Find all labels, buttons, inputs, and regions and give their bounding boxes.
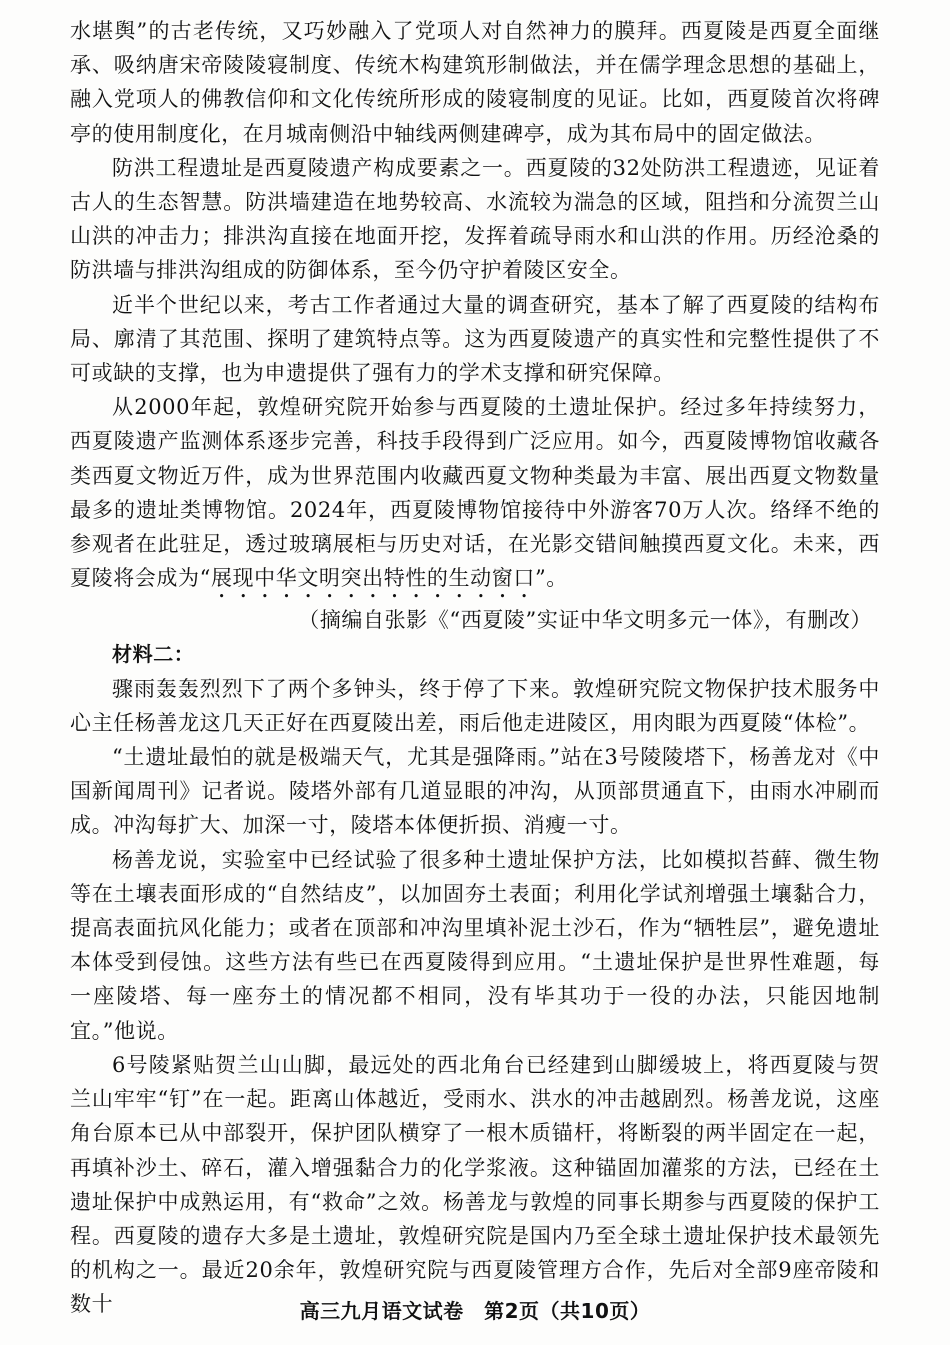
section-title-material-2: 材料二： — [112, 642, 195, 667]
emphasized-phrase: 展现中华文明突出特性的生动窗口 — [210, 566, 535, 591]
paragraph-dunhuang-protection — [70, 390, 880, 603]
paragraph-text: 从2000年起，敦煌研究院开始参与西夏陵的土遗址保护。经过多年持续努力，西夏陵遗产监测体系逐步完善，科技手段得到广泛应用。如今，西夏陵博物馆收藏各类西夏文物近万件，成为世界范围内收藏西夏文物种类最为丰富、展出西夏文物数量最多的遗址类博物馆。2024年，西夏陵博物馆接待中外游客70万人次。络绎不绝的参观者在此驻足，透过玻璃展柜与历史对话，在光影交错间触摸西夏文化。未来，西夏陵将会成为“ — [70, 395, 880, 591]
paragraph-tomb-6: 6号陵紧贴贺兰山山脚，最远处的西北角台已经建到山脚缓坡上，将西夏陵与贺兰山牢牢“钉”在一起。距离山体越近，受雨水、洪水的冲击越剧烈。杨善龙说，这座角台原本已从中部裂开，保护团队横穿了一根木质锚杆，将断裂的两半固定在一起，再填补沙土、碎石，灌入增强黏合力的化学浆液。这种锚固加灌浆的方法，已经在土遗址保护中成熟运用，有“救命”之效。杨善龙与敦煌的同事长期参与西夏陵的保护工程。西夏陵的遗存大多是土遗址，敦煌研究院是国内乃至全球土遗址保护技术最领先的机构之一。最近20余年，敦煌研究院与西夏陵管理方合作，先后对全部9座帝陵和数十 — [70, 1052, 880, 1317]
paragraph-text-end: ”。 — [534, 566, 568, 591]
paragraph-continuation: 水堪舆”的古老传统，又巧妙融入了党项人对自然神力的膜拜。西夏陵是西夏全面继承、吸纳唐宋帝陵陵寝制度、传统木构建筑形制做法，并在儒学理念思想的基础上，融入党项人的佛教信仰和文化传统所形成的陵寝制度的见证。比如，西夏陵首次将碑亭的使用制度化，在月城南侧沿中轴线两侧建碑亭，成为其布局中的固定做法。 — [70, 19, 880, 146]
paragraph-rain: 骤雨轰轰烈烈下了两个多钟头，终于停了下来。敦煌研究院文物保护技术服务中心主任杨善龙这几天正好在西夏陵出差，雨后他走进陵区，用肉眼为西夏陵“体检”。 — [70, 676, 880, 735]
page-footer: 高三九月语文试卷 第2页（共10页） — [299, 1299, 651, 1323]
paragraph-interview: “土遗址最怕的就是极端天气，尤其是强降雨。”站在3号陵陵塔下，杨善龙对《中国新闻周刊》记者说。陵塔外部有几道显眼的冲沟，从顶部贯通直下，由雨水冲刷而成。冲沟每扩大、加深一寸，陵塔本体便折损、消瘦一寸。 — [70, 745, 880, 838]
source-citation: （摘编自张影《“西夏陵”实证中华文明多元一体》，有删改） — [298, 608, 872, 633]
paragraph-flood-control: 防洪工程遗址是西夏陵遗产构成要素之一。西夏陵的32处防洪工程遗迹，见证着古人的生态智慧。防洪墙建造在地势较高、水流较为湍急的区域，阻挡和分流贺兰山山洪的冲击力；排洪沟直接在地面开挖，发挥着疏导雨水和山洪的作用。历经沧桑的防洪墙与排洪沟组成的防御体系，至今仍守护着陵区安全。 — [70, 155, 880, 283]
paragraph-archaeology: 近半个世纪以来，考古工作者通过大量的调查研究，基本了解了西夏陵的结构布局、廓清了其范围、探明了建筑特点等。这为西夏陵遗产的真实性和完整性提供了不可或缺的支撑，也为申遗提供了强有力的学术支撑和研究保障。 — [70, 292, 880, 386]
article-body — [70, 14, 880, 1322]
paragraph-methods: 杨善龙说，实验室中已经试验了很多种土遗址保护方法，比如模拟苔藓、微生物等在土壤表面形成的“自然结皮”，以加固夯土表面；利用化学试剂增强土壤黏合力，提高表面抗风化能力；或者在顶部和冲沟里填补泥土沙石，作为“牺牲层”，避免遗址本体受到侵蚀。这些方法有些已在西夏陵得到应用。“土遗址保护是世界性难题，每一座陵塔、每一座夯土的情况都不相同，没有毕其功于一役的办法，只能因地制宜。”他说。 — [70, 847, 880, 1043]
